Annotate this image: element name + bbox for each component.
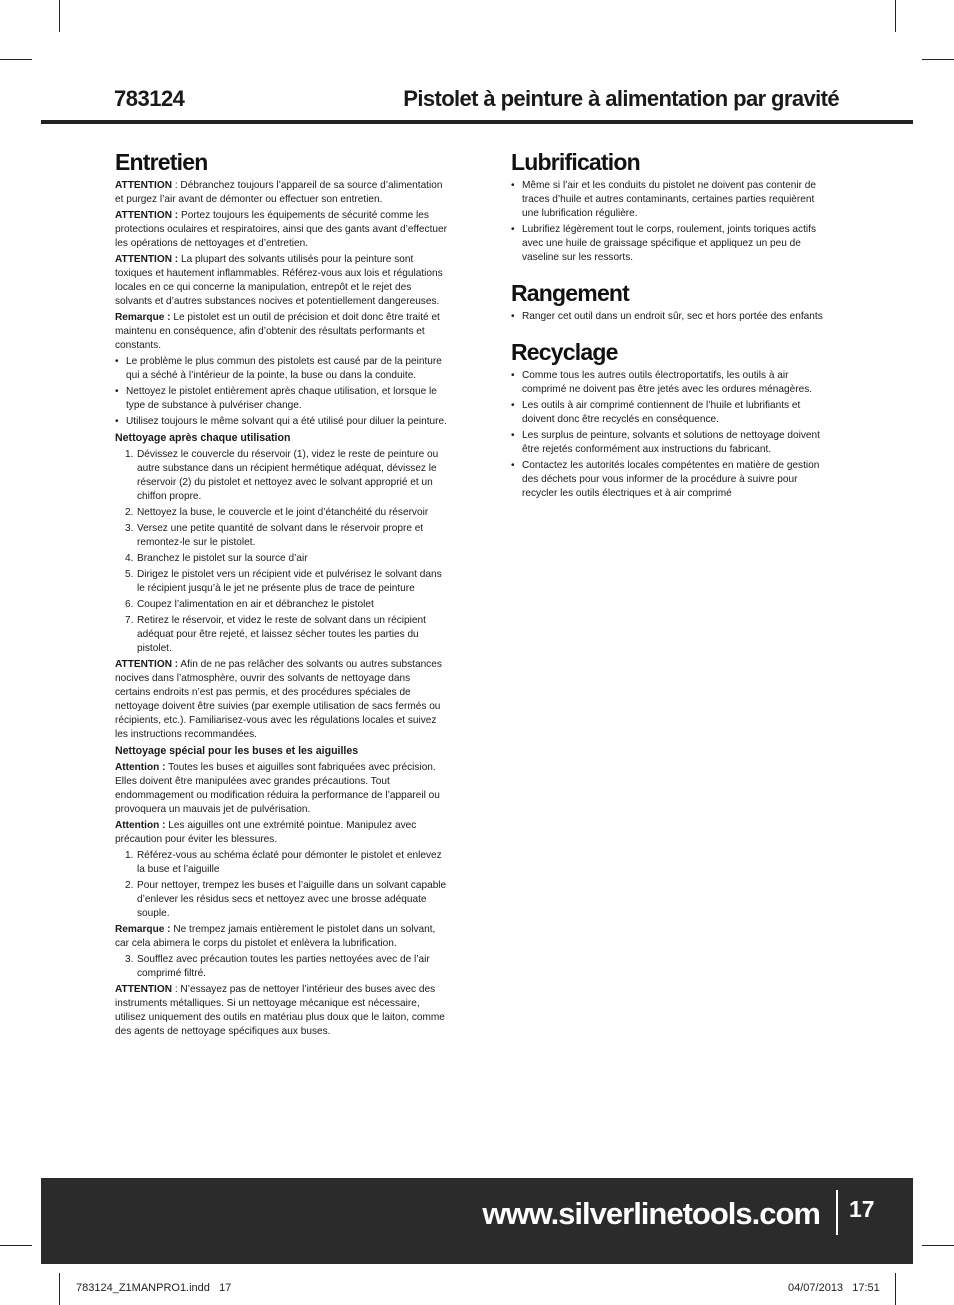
bullet-list xyxy=(115,355,447,429)
paragraph xyxy=(115,253,447,309)
numbered-list xyxy=(115,448,447,656)
step-text: Branchez le pistolet sur la source d’air xyxy=(137,553,308,564)
warning-label: ATTENTION xyxy=(115,180,173,191)
step-text: Dévissez le couvercle du réservoir (1), videz le reste de peinture ou autre substance dans un récipient hermétique adéquat, dévissez le réservoir (2) du pistolet et nettoyez avec le solvant approprié et un chiffon propre. xyxy=(137,449,439,502)
crop-mark xyxy=(59,0,60,32)
paragraph-text: : Débranchez toujours l’appareil de sa source d’alimentation et purgez l’air avant de démonter ou effectuer son entretien. xyxy=(115,180,443,205)
paragraph-text: Afin de ne pas relâcher des solvants ou autres substances nocives dans l’atmosphère, ouvrir des solvants de nettoyage dans certains endroits n’est pas permis, et des procédures spéciales de nettoyage doivent être suivies (par exemple utilisation de sacs fermés ou récipients, etc.). Familiarisez-vous avec les régulations locales et suivez les instructions recommandées. xyxy=(115,659,442,740)
bullet-list xyxy=(511,179,833,265)
list-item: • Utilisez toujours le même solvant qui a été utilisé pour diluer la peinture. xyxy=(115,415,447,429)
list-item: • Comme tous les autres outils électroportatifs, les outils à air comprimé ne doivent pas être jetés avec les ordures ménagères. xyxy=(511,369,833,397)
list-item xyxy=(115,552,447,566)
note-label: Remarque : xyxy=(115,312,171,323)
list-item xyxy=(115,598,447,612)
list-item xyxy=(115,568,447,596)
section-heading-lubrification: Lubrification xyxy=(511,149,640,175)
paragraph-text: Ne trempez jamais entièrement le pistolet dans un solvant, car cela abimera le corps du pistolet et enlèvera la lubrification. xyxy=(115,924,436,949)
paragraph-text: La plupart des solvants utilisés pour la peinture sont toxiques et hautement inflammables. Référez-vous aux lois et régulations locales en ce qui concerne la manipulation, entrepôt et le rejet des solvants et d’autres substances nocives et potentiellement dangereuses. xyxy=(115,254,443,307)
section-heading-recyclage: Recyclage xyxy=(511,339,618,365)
step-number: 1. xyxy=(125,850,134,861)
step-text: Retirez le réservoir, et videz le reste de solvant dans un récipient adéquat pour être rejeté, et laissez sécher toutes les parties du pistolet. xyxy=(137,615,426,654)
paragraph xyxy=(115,819,447,847)
paragraph xyxy=(115,209,447,251)
list-item xyxy=(115,953,447,981)
list-item: • Les outils à air comprimé contiennent de l’huile et lubrifiants et doivent donc être recyclés en conséquence. xyxy=(511,399,833,427)
step-number: 5. xyxy=(125,569,134,580)
page-header xyxy=(41,86,913,124)
crop-mark xyxy=(0,59,32,60)
section-heading-rangement: Rangement xyxy=(511,280,630,306)
list-item xyxy=(115,448,447,504)
step-number: 6. xyxy=(125,599,134,610)
bullet-list xyxy=(511,310,833,324)
warning-label: ATTENTION : xyxy=(115,210,179,221)
paragraph xyxy=(115,658,447,742)
left-column xyxy=(115,148,447,1041)
paragraph xyxy=(115,923,447,951)
list-item: • Contactez les autorités locales compétentes en matière de gestion des déchets pour vous informer de la procédure à suivre pour recycler les outils électriques et à air comprimé xyxy=(511,459,833,501)
step-number: 2. xyxy=(125,507,134,518)
bullet-list xyxy=(511,369,833,501)
website-url: www.silverlinetools.com xyxy=(482,1196,820,1231)
page-number: 17 xyxy=(849,1196,875,1222)
paragraph-text: Portez toujours les équipements de sécurité comme les protections oculaires et respiratoires, ainsi que des gants avant d’effectuer les opérations de nettoyages et d’entretien. xyxy=(115,210,447,249)
note-label: Remarque : xyxy=(115,924,171,935)
crop-mark xyxy=(922,1245,954,1246)
crop-mark xyxy=(59,1273,60,1305)
step-number: 2. xyxy=(125,880,134,891)
list-item xyxy=(115,522,447,550)
step-text: Coupez l’alimentation en air et débranchez le pistolet xyxy=(137,599,374,610)
list-item xyxy=(115,879,447,921)
paragraph xyxy=(115,179,447,207)
numbered-list xyxy=(115,849,447,921)
crop-mark xyxy=(922,59,954,60)
step-text: Dirigez le pistolet vers un récipient vide et pulvérisez le solvant dans le récipient jusqu’à le jet ne présente plus de trace de peinture xyxy=(137,569,442,594)
section-heading-entretien: Entretien xyxy=(115,149,208,175)
paragraph xyxy=(115,983,447,1039)
list-item: • Ranger cet outil dans un endroit sûr, sec et hors portée des enfants xyxy=(511,310,833,324)
paragraph-text: Toutes les buses et aiguilles sont fabriquées avec précision. Elles doivent être manipulées avec grandes précautions. Tout endommagement ou modification réduira la performance de l’appareil ou provoquera un mauvais jet de pulvérisation. xyxy=(115,762,440,815)
crop-mark xyxy=(895,1273,896,1305)
warning-label: Attention : xyxy=(115,762,166,773)
list-item xyxy=(115,849,447,877)
page-title: Pistolet à peinture à alimentation par gravité xyxy=(403,86,839,111)
step-text: Référez-vous au schéma éclaté pour démonter le pistolet et enlevez la buse et l’aiguille xyxy=(137,850,442,875)
list-item: • Même si l’air et les conduits du pistolet ne doivent pas contenir de traces d’huile et autres contaminants, certaines parties requièrent une lubrification régulière. xyxy=(511,179,833,221)
list-item: • Nettoyez le pistolet entièrement après chaque utilisation, et lorsque le type de substance à pulvériser change. xyxy=(115,385,447,413)
list-item: • Les surplus de peinture, solvants et solutions de nettoyage doivent être rejetés conformément aux instructions du fabricant. xyxy=(511,429,833,457)
step-text: Soufflez avec précaution toutes les parties nettoyées avec de l’air comprimé filtré. xyxy=(137,954,430,979)
paragraph-text: Les aiguilles ont une extrémité pointue. Manipulez avec précaution pour éviter les blessures. xyxy=(115,820,417,845)
step-number: 4. xyxy=(125,553,134,564)
list-item: • Le problème le plus commun des pistolets est causé par de la peinture qui a séché à l’intérieur de la pointe, la buse ou dans la conduite. xyxy=(115,355,447,383)
subheading: Nettoyage spécial pour les buses et les aiguilles xyxy=(115,745,359,757)
crop-mark xyxy=(0,1245,32,1246)
model-number: 783124 xyxy=(114,86,185,111)
warning-label: ATTENTION xyxy=(115,984,173,995)
crop-mark xyxy=(895,0,896,32)
paragraph xyxy=(115,311,447,353)
numbered-list xyxy=(115,953,447,981)
step-number: 3. xyxy=(125,523,134,534)
step-number: 3. xyxy=(125,954,134,965)
paragraph-text: : N’essayez pas de nettoyer l’intérieur des buses avec des instruments métalliques. Si un nettoyage mécanique est nécessaire, utilisez uniquement des outils en matériau plus doux que le laiton, comme des agents de nettoyage spécifiques aux buses. xyxy=(115,984,445,1037)
footer-divider xyxy=(836,1190,838,1235)
step-text: Versez une petite quantité de solvant dans le réservoir propre et remontez-le sur le pistolet. xyxy=(137,523,424,548)
step-text: Nettoyez la buse, le couvercle et le joint d’étanchéité du réservoir xyxy=(137,507,429,518)
print-slug-date: 04/07/2013 17:51 xyxy=(788,1282,880,1294)
subheading: Nettoyage après chaque utilisation xyxy=(115,432,291,444)
list-item xyxy=(115,506,447,520)
print-slug-file: 783124_Z1MANPRO1.indd 17 xyxy=(76,1282,232,1294)
footer-band xyxy=(41,1178,913,1264)
list-item xyxy=(115,614,447,656)
paragraph xyxy=(115,761,447,817)
warning-label: ATTENTION : xyxy=(115,659,179,670)
list-item: • Lubrifiez légèrement tout le corps, roulement, joints toriques actifs avec une huile de graissage spécifique et appliquez un peu de vaseline sur les ressorts. xyxy=(511,223,833,265)
step-text: Pour nettoyer, trempez les buses et l’aiguille dans un solvant capable d’enlever les résidus secs et nettoyez avec une brosse adéquate souple. xyxy=(137,880,447,919)
warning-label: Attention : xyxy=(115,820,166,831)
right-column xyxy=(511,148,833,503)
paragraph-text: Le pistolet est un outil de précision et doit donc être traité et maintenu en conséquence, afin d’obtenir des résultats performants et constants. xyxy=(115,312,440,351)
step-number: 1. xyxy=(125,449,134,460)
warning-label: ATTENTION : xyxy=(115,254,179,265)
step-number: 7. xyxy=(125,615,134,626)
